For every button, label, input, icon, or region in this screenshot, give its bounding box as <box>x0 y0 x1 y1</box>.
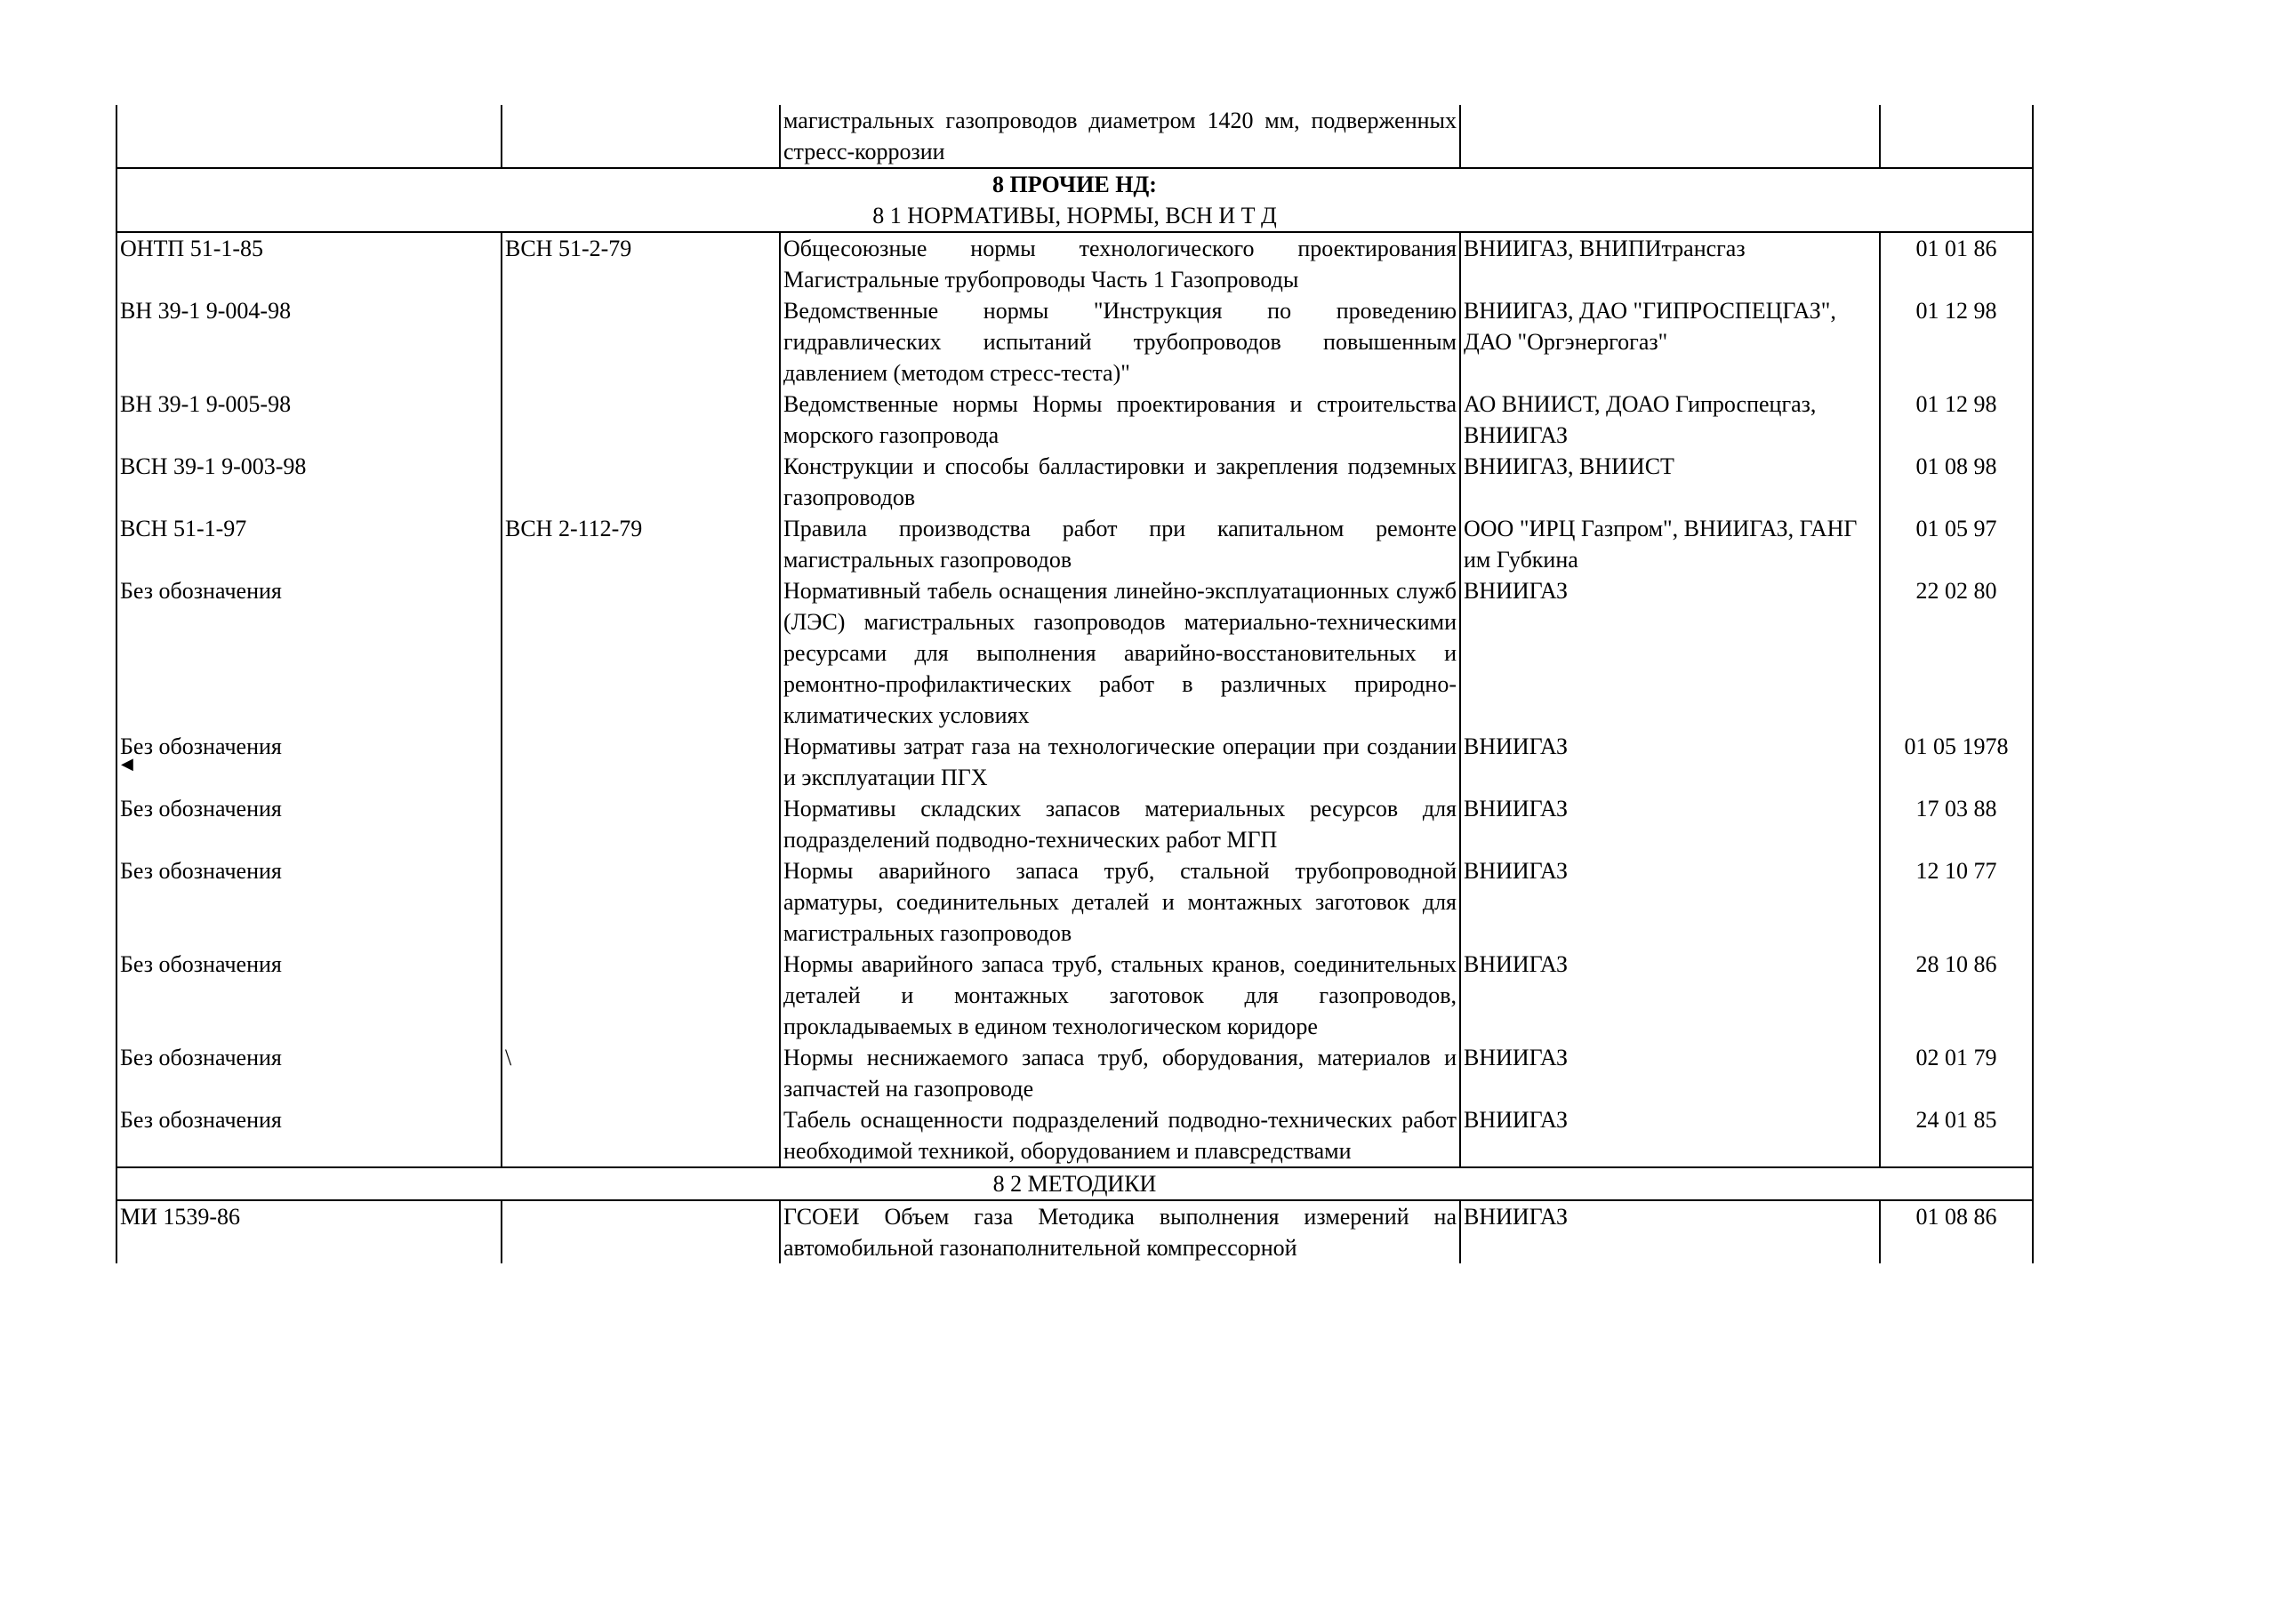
replaces-cell <box>502 949 780 1042</box>
org-cell: АО ВНИИСТ, ДОАО Гипроспецгаз, ВНИИГАЗ <box>1460 389 1880 451</box>
title-cell: Общесоюзные нормы технологического проектирования Магистральные трубопроводы Часть 1 Газопроводы <box>780 232 1460 295</box>
date-cell: 24 01 85 <box>1880 1104 2033 1167</box>
title-cell: Правила производства работ при капитальном ремонте магистральных газопроводов <box>780 513 1460 575</box>
title-cell: Ведомственные нормы Нормы проектирования и строительства морского газопровода <box>780 389 1460 451</box>
section-subtitle: 8 2 МЕТОДИКИ <box>992 1171 1157 1197</box>
org-cell: ВНИИГАЗ <box>1460 1104 1880 1167</box>
title-cell: ГСОЕИ Объем газа Методика выполнения измерений на автомобильной газонаполнительной компрессорной <box>780 1200 1460 1263</box>
table-row <box>116 451 2033 513</box>
table-row <box>116 389 2033 451</box>
date-cell: 17 03 88 <box>1880 793 2033 855</box>
table-row <box>116 105 2033 168</box>
replaces-cell <box>502 105 780 168</box>
code-cell: Без обозначения <box>116 1104 502 1167</box>
table-row <box>116 1104 2033 1167</box>
date-cell: 01 08 98 <box>1880 451 2033 513</box>
standards-table <box>116 105 2034 1263</box>
table-row <box>116 1042 2033 1104</box>
date-cell: 01 01 86 <box>1880 232 2033 295</box>
title-cell: Нормативный табель оснащения линейно-эксплуатационных служб (ЛЭС) магистральных газопроводов материально-техническими ресурсами для выполнения аварийно-восстановительных и ремонтно-профилактических работ в различных природно-климатических условиях <box>780 575 1460 731</box>
replaces-cell <box>502 731 780 793</box>
date-cell: 01 12 98 <box>1880 389 2033 451</box>
code-cell: ВН 39-1 9-004-98 <box>116 295 502 389</box>
org-cell: ООО "ИРЦ Газпром", ВНИИГАЗ, ГАНГ им Губкина <box>1460 513 1880 575</box>
table-row <box>116 949 2033 1042</box>
org-cell: ВНИИГАЗ <box>1460 575 1880 731</box>
date-cell: 01 12 98 <box>1880 295 2033 389</box>
section-title: 8 ПРОЧИЕ НД: <box>992 172 1157 197</box>
org-cell: ВНИИГАЗ, ДАО "ГИПРОСПЕЦГАЗ", ДАО "Оргэнергогаз" <box>1460 295 1880 389</box>
code-cell <box>116 105 502 168</box>
table-row <box>116 793 2033 855</box>
replaces-cell <box>502 1104 780 1167</box>
org-cell <box>1460 105 1880 168</box>
org-cell: ВНИИГАЗ <box>1460 793 1880 855</box>
table-row <box>116 232 2033 295</box>
title-cell: Конструкции и способы балластировки и закрепления подземных газопроводов <box>780 451 1460 513</box>
section-8-2-rows <box>116 1200 2033 1263</box>
replaces-cell: \ <box>502 1042 780 1104</box>
replaces-cell <box>502 295 780 389</box>
table-row <box>116 575 2033 731</box>
title-cell: Ведомственные нормы "Инструкция по проведению гидравлических испытаний трубопроводов повышенным давлением (методом стресс-теста)" <box>780 295 1460 389</box>
section-heading <box>116 1167 2033 1200</box>
code-cell: МИ 1539-86 <box>116 1200 502 1263</box>
replaces-cell <box>502 793 780 855</box>
replaces-cell <box>502 855 780 949</box>
date-cell <box>1880 105 2033 168</box>
org-cell: ВНИИГАЗ <box>1460 949 1880 1042</box>
code-cell: Без обозначения <box>116 575 502 731</box>
org-cell: ВНИИГАЗ <box>1460 731 1880 793</box>
replaces-cell <box>502 451 780 513</box>
code-cell: Без обозначения <box>116 793 502 855</box>
replaces-cell: ВСН 51-2-79 <box>502 232 780 295</box>
code-cell: ВСН 51-1-97 <box>116 513 502 575</box>
date-cell: 01 08 86 <box>1880 1200 2033 1263</box>
section-8-1-rows <box>116 232 2033 1167</box>
code-cell: ВН 39-1 9-005-98 <box>116 389 502 451</box>
code-cell: ВСН 39-1 9-003-98 <box>116 451 502 513</box>
title-cell: Нормы неснижаемого запаса труб, оборудования, материалов и запчастей на газопроводе <box>780 1042 1460 1104</box>
date-cell: 01 05 1978 <box>1880 731 2033 793</box>
section-heading-row <box>116 1167 2033 1200</box>
date-cell: 12 10 77 <box>1880 855 2033 949</box>
replaces-cell <box>502 389 780 451</box>
section-subtitle: 8 1 НОРМАТИВЫ, НОРМЫ, ВСН И Т Д <box>872 203 1277 228</box>
org-cell: ВНИИГАЗ <box>1460 1042 1880 1104</box>
title-cell: Нормы аварийного запаса труб, стальных кранов, соединительных деталей и монтажных заготовок для газопроводов, прокладываемых в едином технологическом коридоре <box>780 949 1460 1042</box>
org-cell: ВНИИГАЗ, ВНИИСТ <box>1460 451 1880 513</box>
org-cell: ВНИИГАЗ, ВНИПИтрансгаз <box>1460 232 1880 295</box>
code-cell: ОНТП 51-1-85 <box>116 232 502 295</box>
date-cell: 01 05 97 <box>1880 513 2033 575</box>
title-cell: Нормативы затрат газа на технологические операции при создании и эксплуатации ПГХ <box>780 731 1460 793</box>
org-cell: ВНИИГАЗ <box>1460 1200 1880 1263</box>
section-heading-row <box>116 168 2033 232</box>
code-cell: Без обозначения <box>116 731 502 793</box>
code-cell: Без обозначения <box>116 855 502 949</box>
date-cell: 02 01 79 <box>1880 1042 2033 1104</box>
org-cell: ВНИИГАЗ <box>1460 855 1880 949</box>
code-cell: Без обозначения <box>116 949 502 1042</box>
section-heading <box>116 168 2033 232</box>
table-row <box>116 855 2033 949</box>
title-cell: Табель оснащенности подразделений подводно-технических работ необходимой техникой, оборудованием и плавсредствами <box>780 1104 1460 1167</box>
date-cell: 22 02 80 <box>1880 575 2033 731</box>
replaces-cell <box>502 1200 780 1263</box>
title-cell: Нормы аварийного запаса труб, стальной трубопроводной арматуры, соединительных деталей и монтажных заготовок для магистральных газопроводов <box>780 855 1460 949</box>
replaces-cell <box>502 575 780 731</box>
code-cell: Без обозначения <box>116 1042 502 1104</box>
table-row <box>116 295 2033 389</box>
table-row <box>116 1200 2033 1263</box>
replaces-cell: ВСН 2-112-79 <box>502 513 780 575</box>
scan-mark-icon: ◀ <box>121 755 133 773</box>
date-cell: 28 10 86 <box>1880 949 2033 1042</box>
table-row <box>116 513 2033 575</box>
table-row <box>116 731 2033 793</box>
title-cell: Нормативы складских запасов материальных ресурсов для подразделений подводно-технических работ МГП <box>780 793 1460 855</box>
title-cell: магистральных газопроводов диаметром 1420 мм, подверженных стресс-коррозии <box>780 105 1460 168</box>
